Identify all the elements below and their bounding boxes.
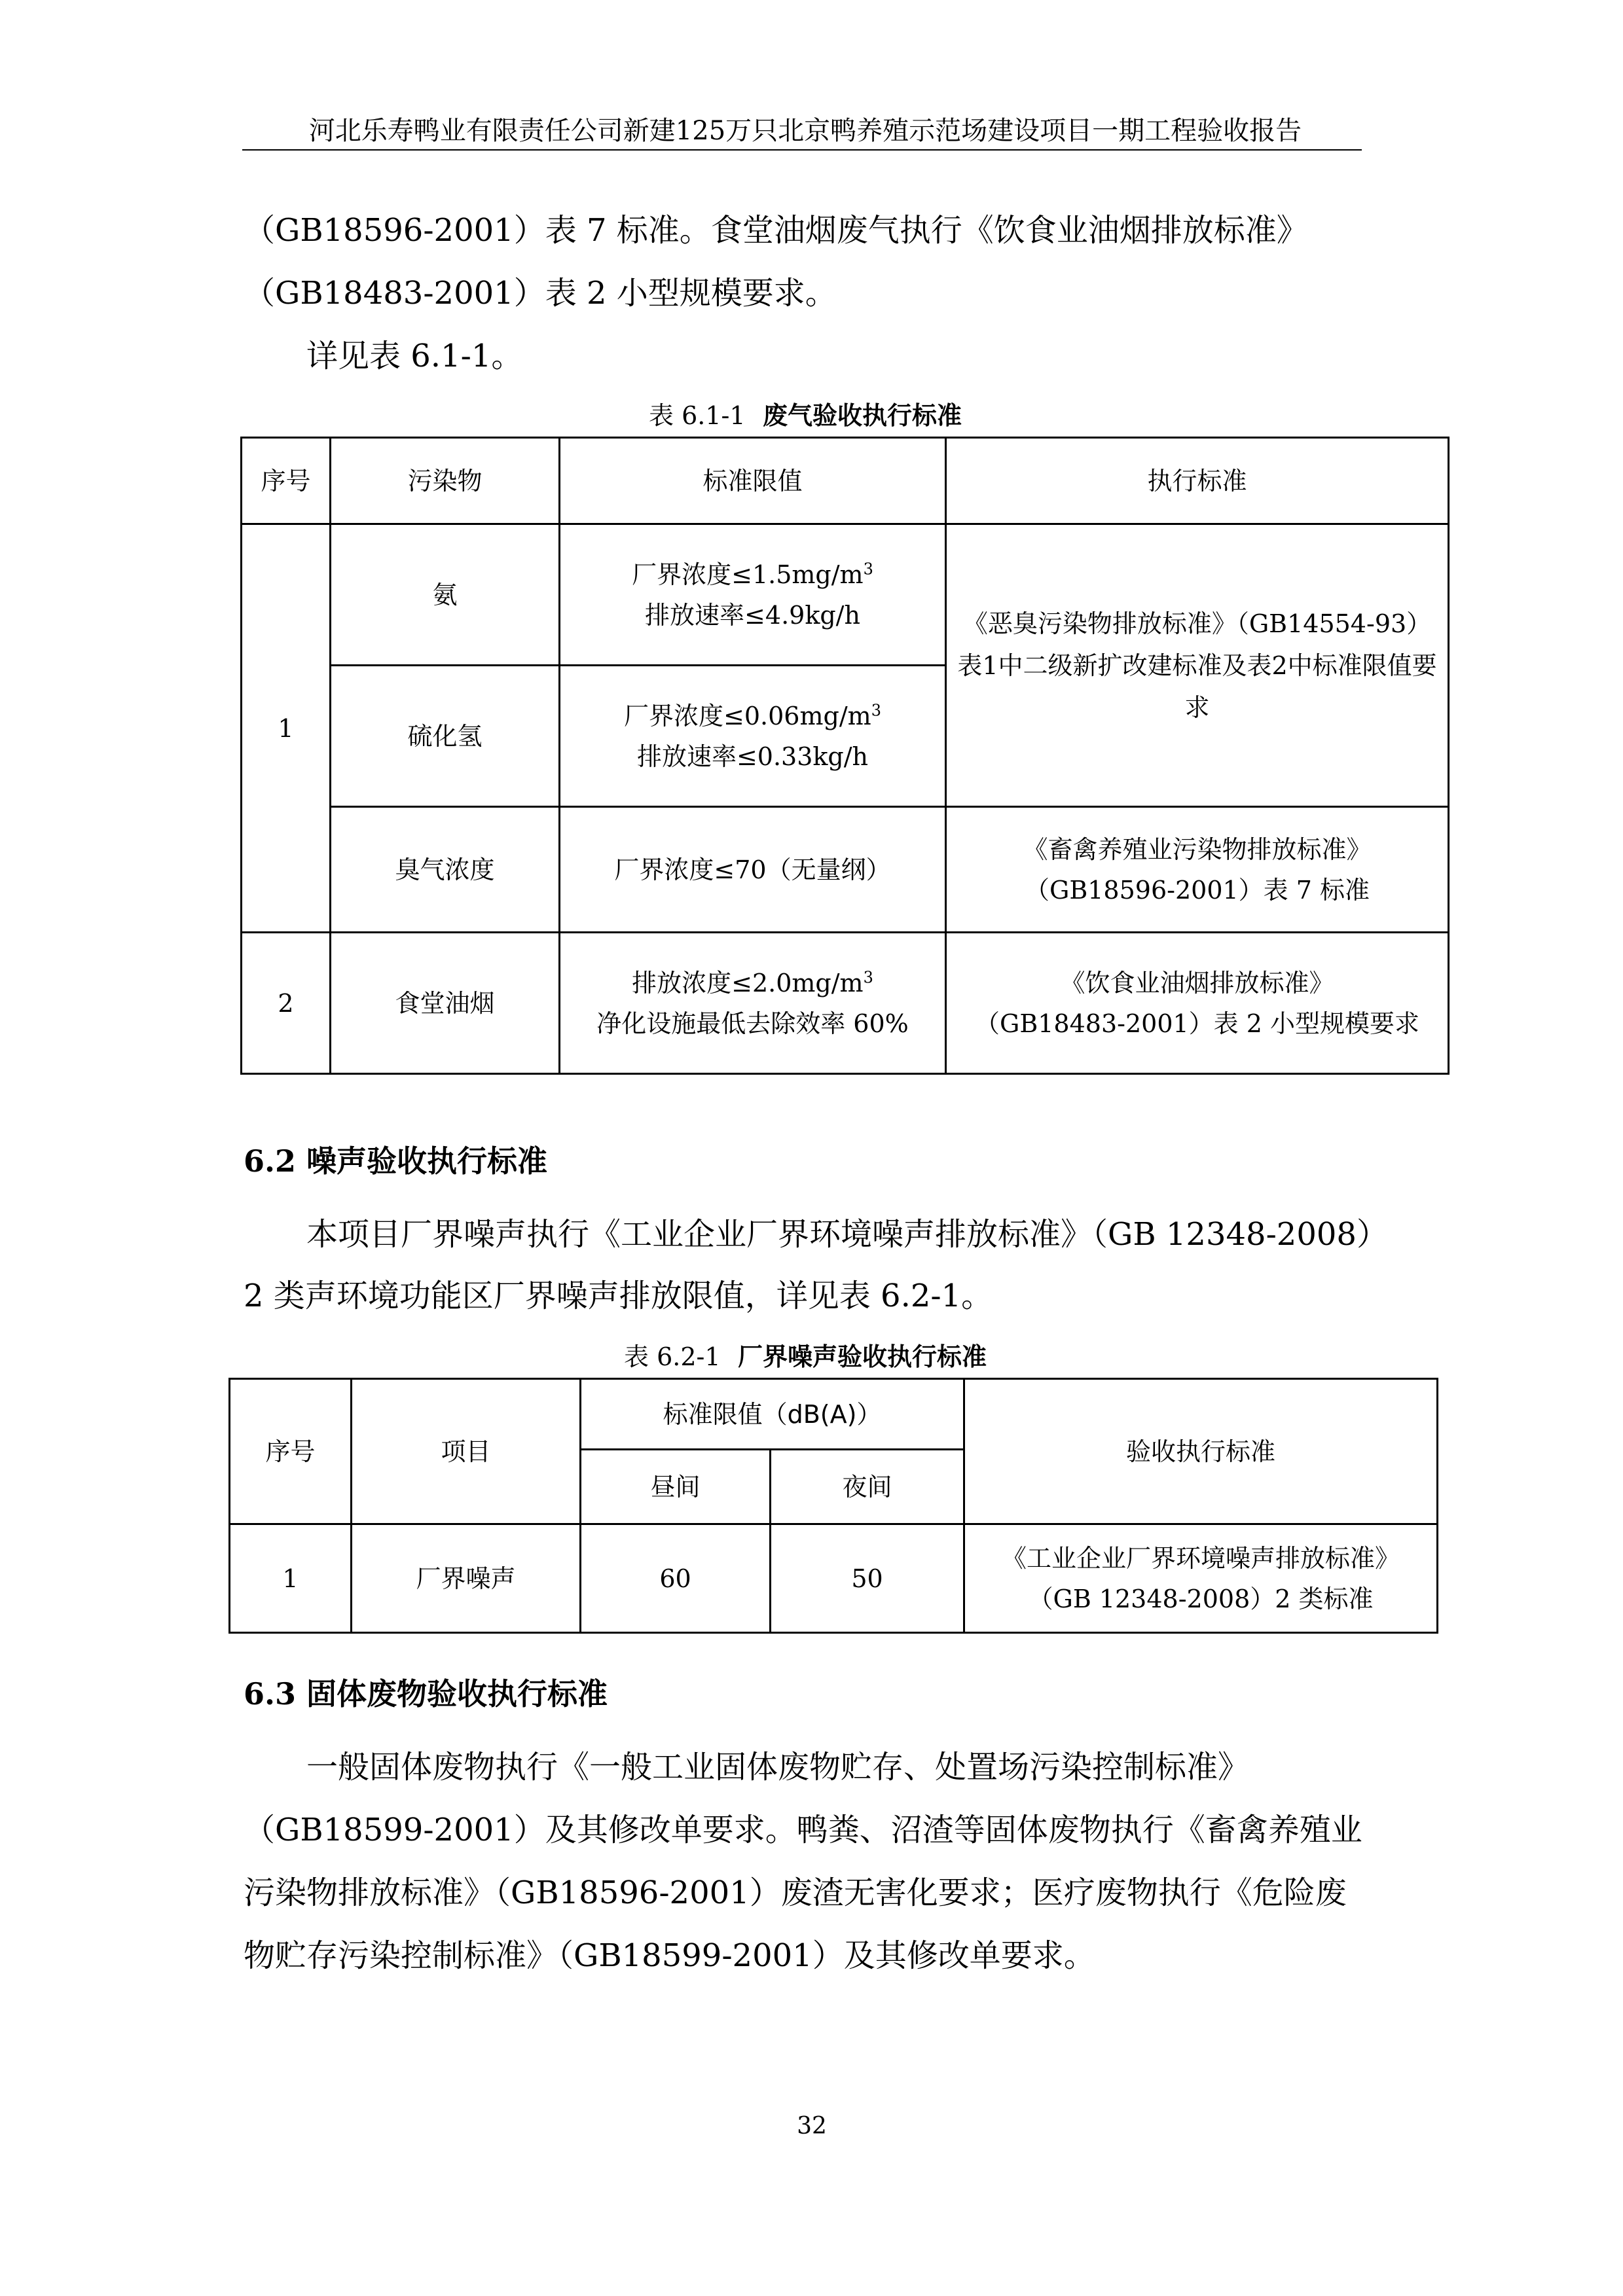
table1-limit-h2s: 厂界浓度$\le 0.06mg/m^3$ 排放速率≤0.33kg/h	[560, 666, 946, 807]
section-6-3-line-2: （GB18599-2001）及其修改单要求。鸭粪、沼渣等固体废物执行《畜禽养殖业	[244, 1812, 1362, 1848]
intro-line-2: （GB18483-2001）表 2 小型规模要求。	[244, 275, 837, 312]
table1-pollutant-cooking-fume: 食堂油烟	[331, 933, 560, 1074]
table2-caption-number: 表 6.2-1	[623, 1342, 721, 1371]
table1-header-pollutant: 污染物	[331, 438, 560, 524]
table2-header-item: 项目	[352, 1379, 581, 1524]
table1-seq-2: 2	[242, 933, 331, 1074]
intro-line-3: 详见表 6.1-1。	[306, 338, 523, 374]
table1-header-seq: 序号	[242, 438, 331, 524]
table-waste-gas-standards	[240, 437, 1450, 1075]
table1-standard-cooking-fume: 《饮食业油烟排放标准》 （GB18483-2001）表 2 小型规模要求	[946, 933, 1449, 1074]
table1-caption	[242, 395, 1368, 431]
table2-header-night: 夜间	[771, 1450, 964, 1524]
section-6-3-line-1: 一般固体废物执行《一般工业固体废物贮存、处置场污染控制标准》	[306, 1749, 1250, 1785]
section-6-3-line-3: 污染物排放标准》（GB18596-2001）废渣无害化要求；医疗废物执行《危险废	[244, 1874, 1347, 1911]
table2-caption-text: 厂界噪声验收执行标准	[737, 1342, 987, 1371]
table1-pollutant-odor: 臭气浓度	[331, 807, 560, 933]
section-6-2-line-1: 本项目厂界噪声执行《工业企业厂界环境噪声排放标准》（GB 12348-2008）	[306, 1216, 1388, 1253]
table2-header-seq: 序号	[230, 1379, 352, 1524]
table2-seq: 1	[230, 1524, 352, 1633]
table-row	[242, 933, 1449, 1074]
table2-day-value: 60	[581, 1524, 771, 1633]
intro-line-1: （GB18596-2001）表 7 标准。食堂油烟废气执行《饮食业油烟排放标准》	[244, 212, 1308, 249]
table1-standard-livestock: 《畜禽养殖业污染物排放标准》 （GB18596-2001）表 7 标准	[946, 807, 1449, 933]
table2-standard: 《工业企业厂界环境噪声排放标准》 （GB 12348-2008）2 类标准	[964, 1524, 1438, 1633]
table-noise-standards	[228, 1378, 1438, 1634]
table2-header-limit: 标准限值（dB(A)）	[581, 1379, 964, 1450]
header-rule	[242, 149, 1362, 151]
running-header: 河北乐寿鸭业有限责任公司新建125万只北京鸭养殖示范场建设项目一期工程验收报告	[308, 116, 1302, 146]
table1-pollutant-ammonia: 氨	[331, 524, 560, 666]
table-row	[230, 1524, 1438, 1633]
table1-header-row	[242, 438, 1449, 524]
table-row	[242, 524, 1449, 666]
table1-standard-odor-pollutants: 《恶臭污染物排放标准》（GB14554-93）表1中二级新扩改建标准及表2中标准限值要求	[946, 524, 1449, 807]
section-6-3-line-4: 物贮存污染控制标准》（GB18599-2001）及其修改单要求。	[244, 1937, 1095, 1974]
table2-header-standard: 验收执行标准	[964, 1379, 1438, 1524]
table2-header-day: 昼间	[581, 1450, 771, 1524]
table1-limit-odor: 厂界浓度≤70（无量纲）	[560, 807, 946, 933]
table1-seq-1: 1	[242, 524, 331, 933]
table-row	[242, 807, 1449, 933]
table2-caption	[242, 1336, 1368, 1372]
table1-limit-ammonia: 厂界浓度$\le 1.5mg/m^3$ 排放速率≤4.9kg/h	[560, 524, 946, 666]
table2-night-value: 50	[771, 1524, 964, 1633]
table1-pollutant-h2s: 硫化氢	[331, 666, 560, 807]
section-6-2-line-2: 2 类声环境功能区厂界噪声排放限值，详见表 6.2-1。	[244, 1278, 993, 1314]
page-number: 32	[797, 2113, 827, 2140]
table2-header-row-1	[230, 1379, 1438, 1450]
section-6-3-heading: 6.3 固体废物验收执行标准	[244, 1676, 608, 1712]
table1-header-standard: 执行标准	[946, 438, 1449, 524]
table2-item: 厂界噪声	[352, 1524, 581, 1633]
table1-header-limit: 标准限值	[560, 438, 946, 524]
table1-caption-text: 废气验收执行标准	[762, 401, 962, 430]
table1-limit-cooking-fume: 排放浓度$\le 2.0mg/m^3$ 净化设施最低去除效率 60%	[560, 933, 946, 1074]
section-6-2-heading: 6.2 噪声验收执行标准	[244, 1143, 548, 1179]
table1-caption-number: 表 6.1-1	[648, 401, 746, 430]
